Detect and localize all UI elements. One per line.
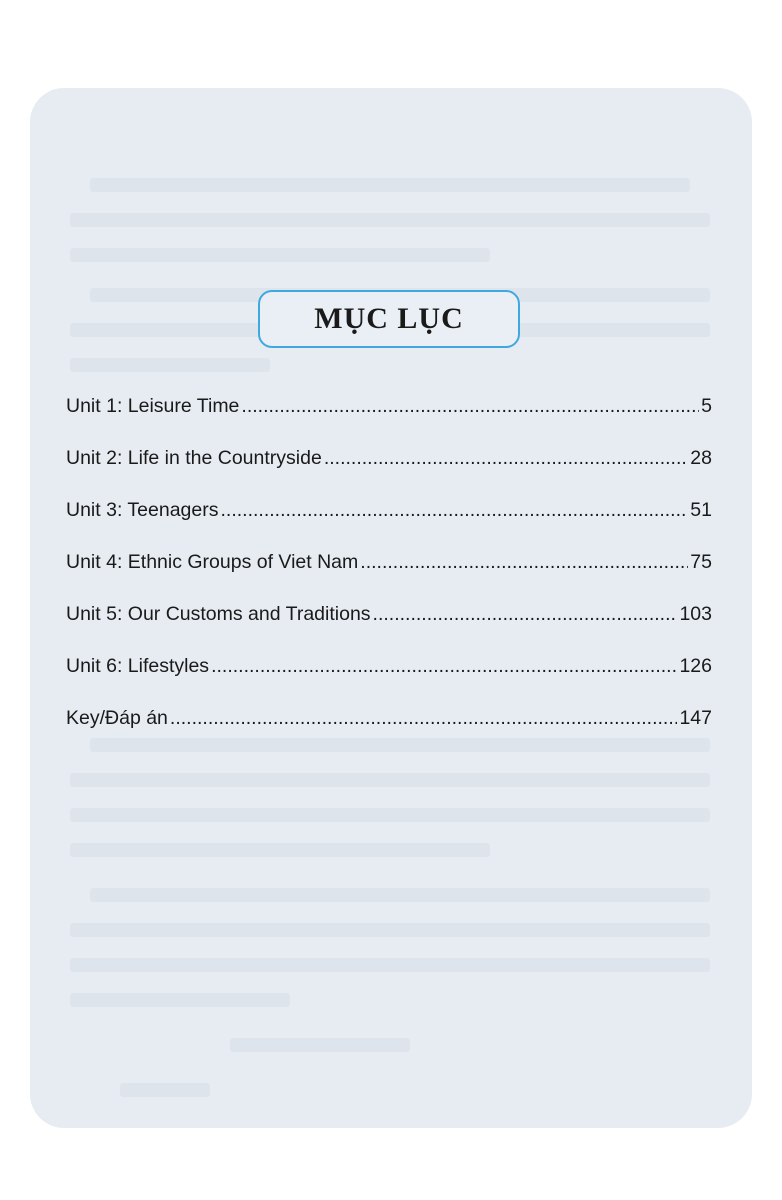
toc-entry[interactable] xyxy=(66,655,712,707)
toc-leader-dots xyxy=(373,603,678,626)
toc-entry-page: 28 xyxy=(690,447,712,469)
show-through-line xyxy=(90,178,690,192)
toc-entry-page: 5 xyxy=(701,395,712,417)
show-through-line xyxy=(70,773,710,787)
toc-leader-dots xyxy=(221,499,689,522)
show-through-line xyxy=(230,1038,410,1052)
toc-entry[interactable] xyxy=(66,499,712,551)
show-through-line xyxy=(70,993,290,1007)
show-through-line xyxy=(70,358,270,372)
toc-entry-label: Unit 2: Life in the Countryside xyxy=(66,447,322,469)
toc-entry-page: 103 xyxy=(679,603,712,625)
toc-entry[interactable] xyxy=(66,707,712,759)
toc-entry-page: 126 xyxy=(679,655,712,677)
toc-entry[interactable] xyxy=(66,603,712,655)
toc-leader-dots xyxy=(360,551,688,574)
toc-entry-label: Unit 4: Ethnic Groups of Viet Nam xyxy=(66,551,359,573)
table-of-contents xyxy=(66,395,712,759)
toc-entry-page: 75 xyxy=(690,551,712,573)
toc-leader-dots xyxy=(170,707,678,730)
toc-leader-dots xyxy=(324,447,688,470)
toc-entry-label: Unit 5: Our Customs and Traditions xyxy=(66,603,371,625)
toc-entry-label: Unit 6: Lifestyles xyxy=(66,655,210,677)
page-title: MỤC LỤC xyxy=(314,302,464,335)
show-through-line xyxy=(70,923,710,937)
show-through-line xyxy=(70,843,490,857)
show-through-line xyxy=(70,958,710,972)
toc-entry-page: 51 xyxy=(690,499,712,521)
show-through-line xyxy=(70,213,710,227)
toc-leader-dots xyxy=(211,655,677,678)
show-through-line xyxy=(70,808,710,822)
show-through-line xyxy=(70,248,490,262)
toc-entry-label: Key/Đáp án xyxy=(66,707,168,729)
show-through-line xyxy=(90,888,710,902)
toc-entry-page: 147 xyxy=(679,707,712,729)
toc-entry[interactable] xyxy=(66,447,712,499)
toc-entry-label: Unit 1: Leisure Time xyxy=(66,395,240,417)
show-through-line xyxy=(120,1083,210,1097)
toc-leader-dots xyxy=(241,395,699,418)
toc-entry[interactable] xyxy=(66,551,712,603)
toc-entry[interactable] xyxy=(66,395,712,447)
title-box xyxy=(258,290,520,348)
toc-entry-label: Unit 3: Teenagers xyxy=(66,499,219,521)
